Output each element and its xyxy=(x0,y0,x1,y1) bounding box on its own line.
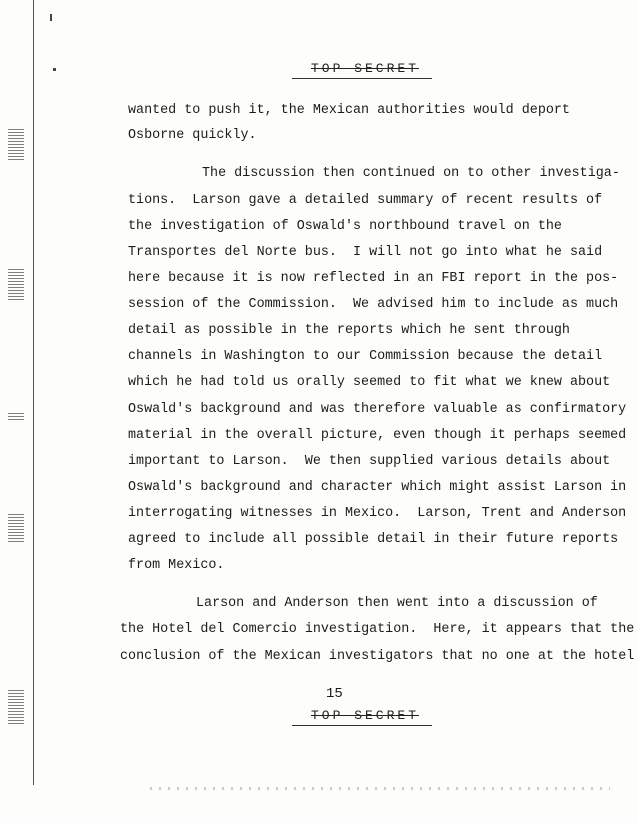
body-line: conclusion of the Mexican investigators that no one at the hotel xyxy=(120,649,635,664)
punch-hole-artifact xyxy=(8,512,24,542)
body-line: wanted to push it, the Mexican authorities would deport xyxy=(128,103,570,118)
punch-hole-artifact xyxy=(8,268,24,300)
body-line: Larson and Anderson then went into a discussion of xyxy=(196,596,598,611)
body-line: channels in Washington to our Commission because the detail xyxy=(128,349,603,364)
body-line: Osborne quickly. xyxy=(128,128,257,143)
body-line: interrogating witnesses in Mexico. Larson, Trent and Anderson xyxy=(128,506,627,521)
classification-footer: TOP SECRET xyxy=(310,708,419,723)
scan-noise xyxy=(150,787,610,790)
body-line: tions. Larson gave a detailed summary of recent results of xyxy=(128,193,603,208)
classification-underline xyxy=(292,78,432,79)
body-line: the investigation of Oswald's northbound travel on the xyxy=(128,219,562,234)
body-line: which he had told us orally seemed to fit what we knew about xyxy=(128,375,611,390)
classification-header: TOP SECRET xyxy=(310,61,419,76)
body-line: Oswald's background and character which might assist Larson in xyxy=(128,480,627,495)
body-line: the Hotel del Comercio investigation. Here, it appears that the xyxy=(120,622,635,637)
body-line: session of the Commission. We advised him to include as much xyxy=(128,297,619,312)
body-line: The discussion then continued on to other investiga- xyxy=(202,166,620,181)
punch-hole-artifact xyxy=(8,412,24,420)
body-line: Oswald's background and was therefore valuable as confirmatory xyxy=(128,402,627,417)
classification-underline xyxy=(292,725,432,726)
body-line: material in the overall picture, even though it perhaps seemed xyxy=(128,428,627,443)
body-line: Transportes del Norte bus. I will not go into what he said xyxy=(128,245,603,260)
margin-mark xyxy=(50,14,52,21)
body-line: here because it is now reflected in an FBI report in the pos- xyxy=(128,271,619,286)
body-line: from Mexico. xyxy=(128,558,225,573)
punch-hole-artifact xyxy=(8,128,24,160)
body-line: important to Larson. We then supplied various details about xyxy=(128,454,611,469)
body-line: agreed to include all possible detail in their future reports xyxy=(128,532,619,547)
punch-hole-artifact xyxy=(8,690,24,724)
page-number: 15 xyxy=(326,686,343,702)
binding-edge xyxy=(33,0,34,785)
body-line: detail as possible in the reports which he sent through xyxy=(128,323,570,338)
margin-mark xyxy=(53,68,56,71)
